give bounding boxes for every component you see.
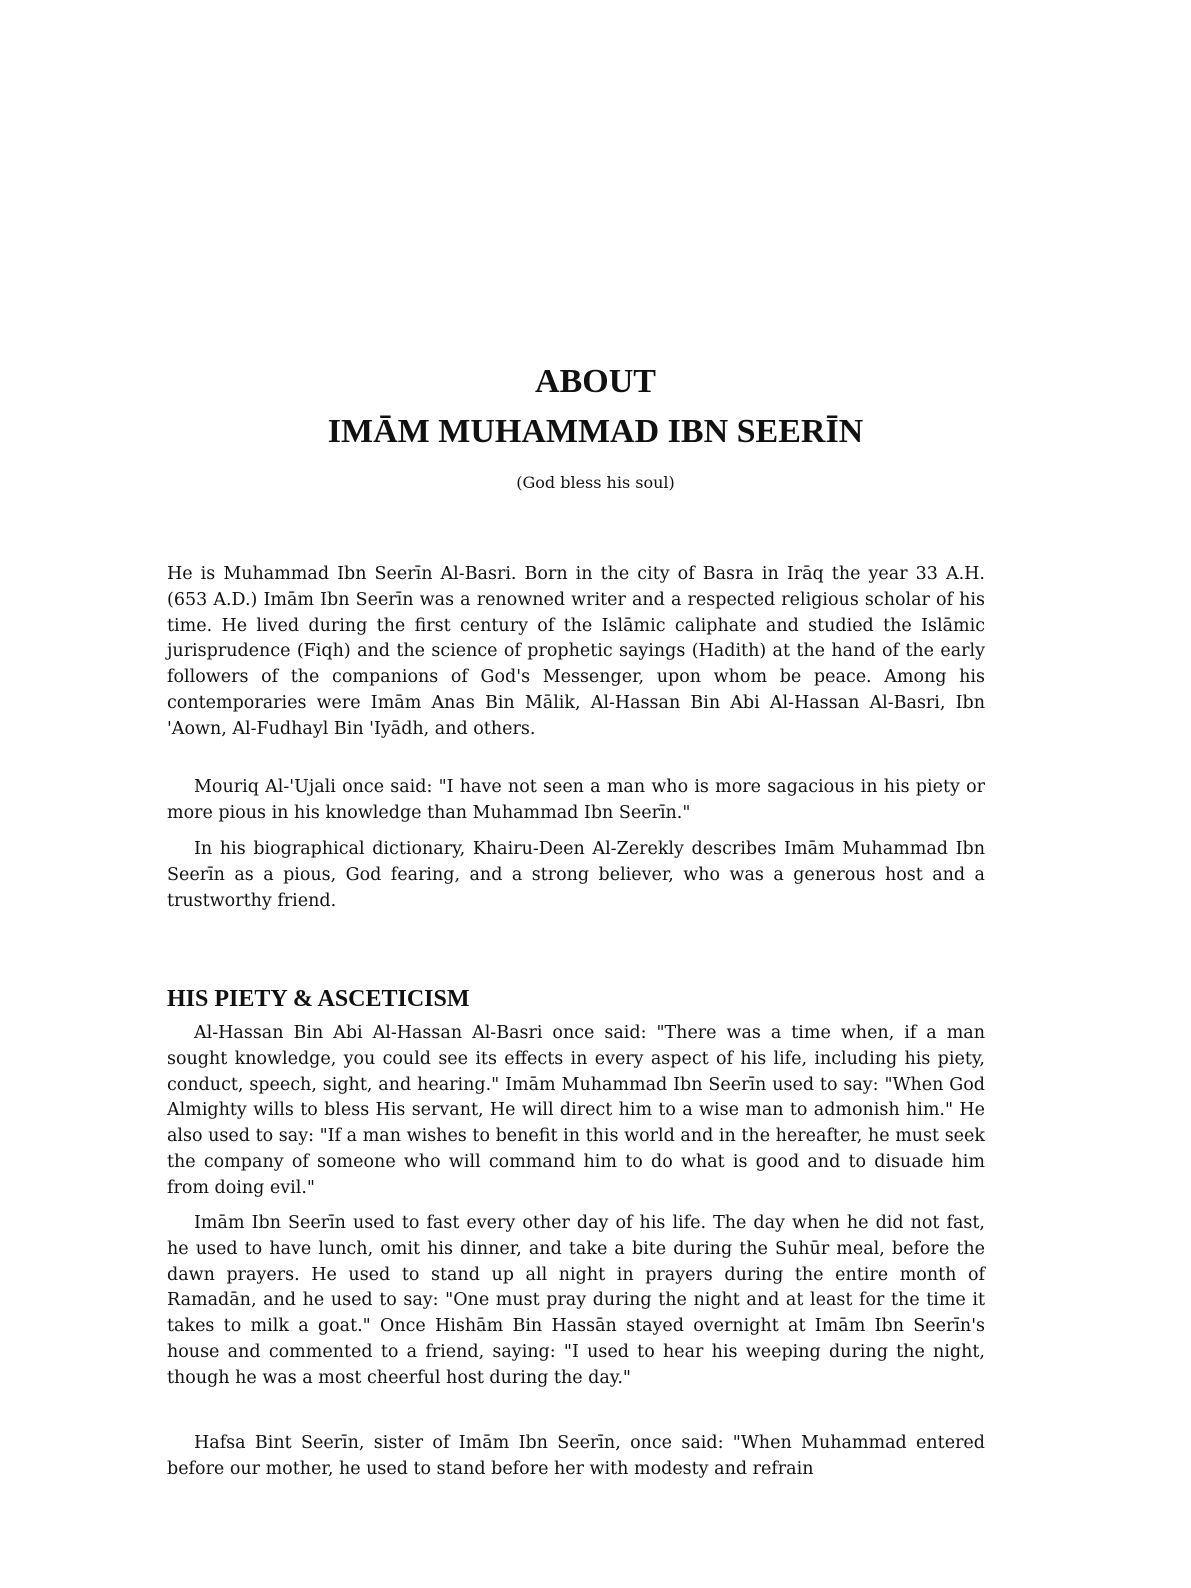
intro-paragraph-2: Mouriq Al-'Ujali once said: "I have not seen a man who is more sagacious in his piety or more pious in his knowledge than Muhammad Ibn Seerīn." (167, 777, 985, 823)
title-line-about: ABOUT (535, 363, 656, 400)
title-line-name: IMĀM MUHAMMAD IBN SEERĪN (327, 413, 864, 450)
section-paragraph-3: Hafsa Bint Seerīn, sister of Imām Ibn Seerīn, once said: "When Muhammad entered before our mother, he used to stand before her with modesty and refrain (167, 1433, 985, 1479)
section-paragraph-2: Imām Ibn Seerīn used to fast every other day of his life. The day when he did not fast, he used to have lunch, omit his dinner, and take a bite during the Suhūr meal, before the dawn prayers. He used to stand up all night in prayers during the entire month of Ramadān, and he used to say: "One must pray during the night and at least for the time it takes to milk a goat." Once Hishām Bin Hassān stayed overnight at Imām Ibn Seerīn's house and commented to a friend, saying: "I used to hear his weeping during the night, though he was a most cheerful host during the day." (167, 1213, 985, 1388)
title-subtitle: (God bless his soul) (516, 473, 675, 492)
section-heading: HIS PIETY & ASCETICISM (167, 986, 470, 1012)
section-paragraph-1: Al-Hassan Bin Abi Al-Hassan Al-Basri once said: "There was a time when, if a man sought knowledge, you could see its effects in every aspect of his life, including his piety, conduct, speech, sight, and hearing." Imām Muhammad Ibn Seerīn used to say: "When God Almighty wills to bless His servant, He will direct him to a wise man to admonish him." He also used to say: "If a man wishes to benefit in this world and in the hereafter, he must seek the company of someone who will command him to do what is good and to disuade him from doing evil." (167, 1023, 985, 1198)
intro-paragraph-3: In his biographical dictionary, Khairu-Deen Al-Zerekly describes Imām Muhammad Ibn Seerīn as a pious, God fearing, and a strong believer, who was a generous host and a trustworthy friend. (167, 839, 985, 911)
intro-paragraph-1: He is Muhammad Ibn Seerīn Al-Basri. Born in the city of Basra in Irāq the year 33 A.H. (653 A.D.) Imām Ibn Seerīn was a renowned writer and a respected religious scholar of his time. He lived during the first century of the Islāmic caliphate and studied the Islāmic jurisprudence (Fiqh) and the science of prophetic sayings (Hadith) at the hand of the early followers of the companions of God's Messenger, upon whom be peace. Among his contemporaries were Imām Anas Bin Mālik, Al-Hassan Bin Abi Al-Hassan Al-Basri, Ibn 'Aown, Al-Fudhayl Bin 'Iyādh, and others. (167, 564, 985, 739)
